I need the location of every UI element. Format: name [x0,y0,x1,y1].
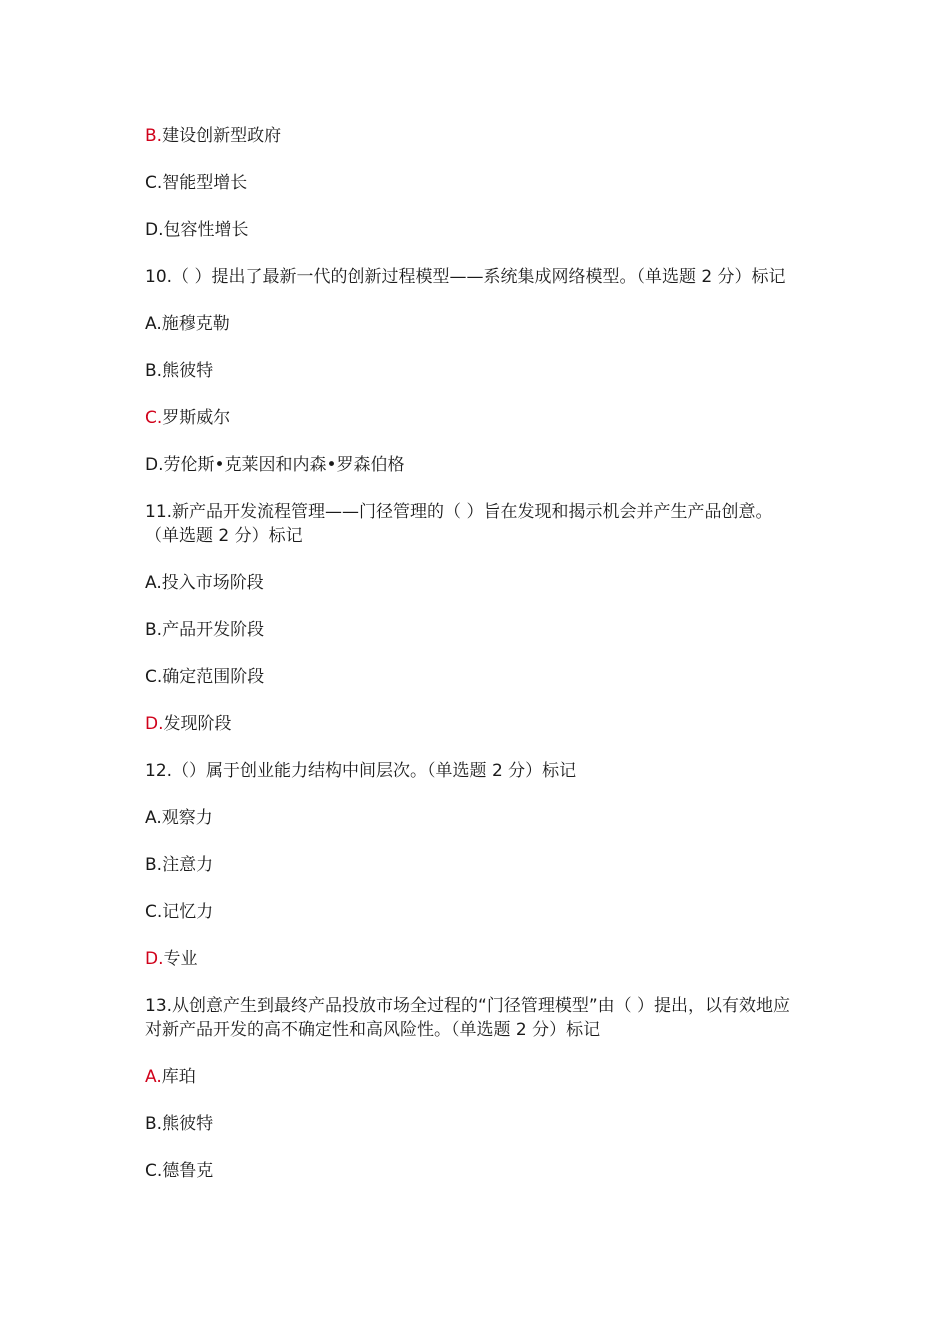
option-text: 投入市场阶段 [161,573,264,593]
option-text: 劳伦斯•克莱因和内森•罗森伯格 [163,455,405,475]
option-letter: C. [145,667,163,687]
answer-option [145,947,795,971]
answer-option [145,124,795,148]
answer-option [145,1112,795,1136]
answer-option [145,618,795,642]
option-letter: B. [145,620,163,640]
option-text: 智能型增长 [162,173,248,193]
answer-option [145,406,795,430]
question-text: 13.从创意产生到最终产品投放市场全过程的“门径管理模型”由（ ）提出，以有效地应对新产品开发的高不确定性和高风险性。（单选题 2 分）标记 [145,996,791,1040]
option-text: 产品开发阶段 [162,620,265,640]
answer-option [145,171,795,195]
option-text: 确定范围阶段 [162,667,265,687]
option-text: 记忆力 [162,902,214,922]
option-text: 建设创新型政府 [162,126,282,146]
option-letter: A. [145,573,162,593]
option-letter-correct: D. [145,949,164,969]
option-letter: C. [145,1161,163,1181]
option-letter: B. [145,1114,163,1134]
option-letter-correct: A. [145,1067,162,1087]
option-text: 包容性增长 [163,220,249,240]
option-text: 注意力 [162,855,214,875]
option-letter: A. [145,314,162,334]
answer-option [145,900,795,924]
answer-option [145,1159,795,1183]
option-text: 库珀 [161,1067,196,1087]
option-letter-correct: C. [145,408,163,428]
option-text: 熊彼特 [162,1114,214,1134]
answer-option [145,1065,795,1089]
option-letter: B. [145,855,163,875]
answer-option [145,453,795,477]
option-letter: A. [145,808,162,828]
answer-option [145,665,795,689]
answer-option [145,853,795,877]
answer-option [145,571,795,595]
option-text: 观察力 [161,808,213,828]
option-text: 专业 [163,949,198,969]
option-text: 发现阶段 [163,714,232,734]
option-letter-correct: B. [145,126,163,146]
option-text: 熊彼特 [162,361,214,381]
question-text: 12.（）属于创业能力结构中间层次。（单选题 2 分）标记 [145,761,577,781]
option-text: 罗斯威尔 [162,408,231,428]
option-text: 施穆克勒 [161,314,230,334]
answer-option [145,712,795,736]
option-letter-correct: D. [145,714,164,734]
option-letter: B. [145,361,163,381]
answer-option [145,312,795,336]
option-text: 德鲁克 [162,1161,214,1181]
answer-option [145,359,795,383]
question-text: 11.新产品开发流程管理——门径管理的（ ）旨在发现和揭示机会并产生产品创意。（单选题 2 分）标记 [145,502,773,546]
answer-option [145,218,795,242]
option-letter: D. [145,455,164,475]
quiz-content [145,124,795,1206]
option-letter: C. [145,902,163,922]
option-letter: D. [145,220,164,240]
option-letter: C. [145,173,163,193]
question-text: 10.（ ）提出了最新一代的创新过程模型——系统集成网络模型。（单选题 2 分）标记 [145,267,786,287]
answer-option [145,806,795,830]
